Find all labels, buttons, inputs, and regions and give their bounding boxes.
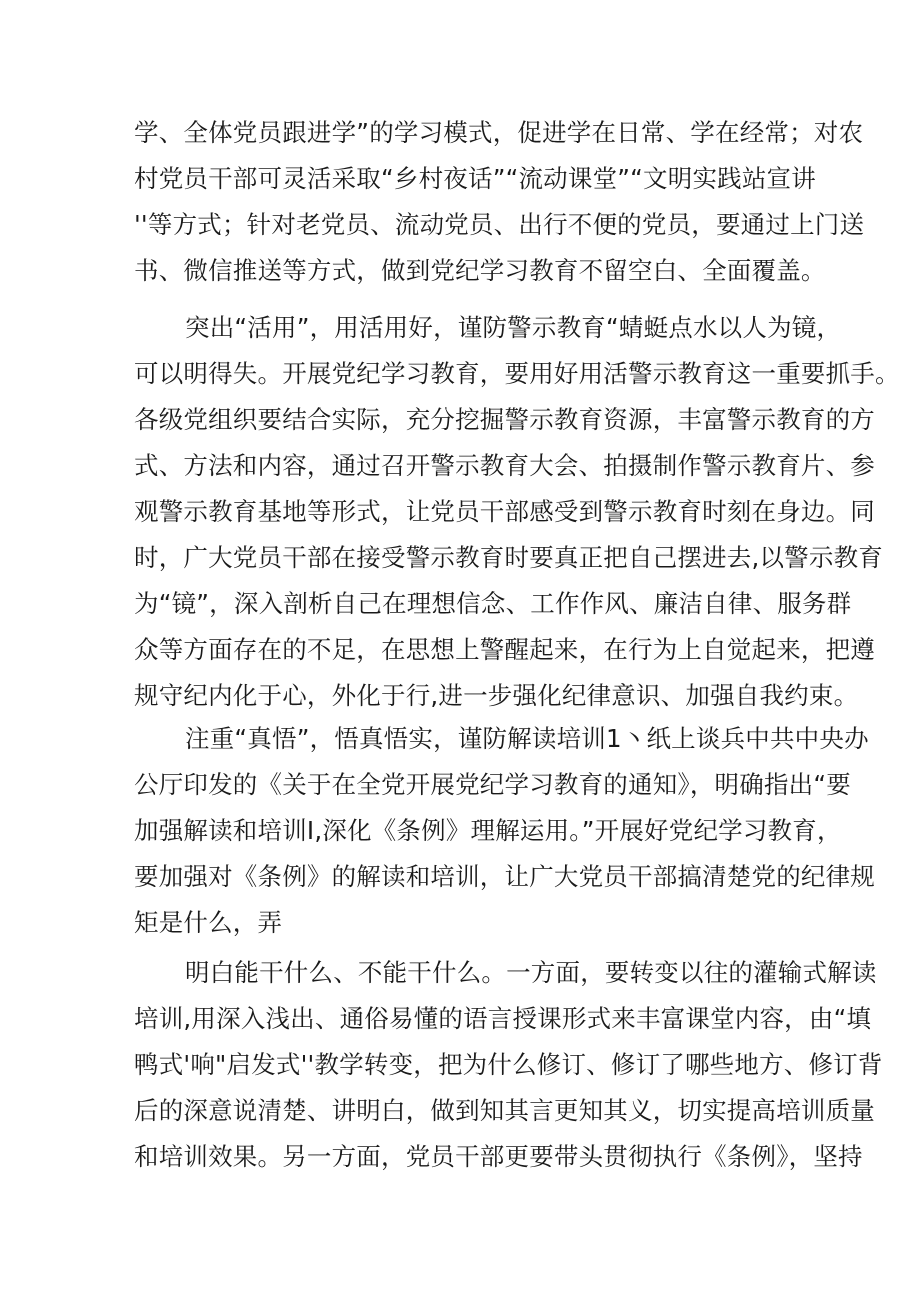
text-line: 众等方面存在的不足，在思想上警醒起来，在行为上自觉起来，把遵 bbox=[134, 635, 875, 664]
text-line: 规守纪内化于心，外化于行,进一步强化纪律意识、加强自我约束。 bbox=[134, 681, 859, 710]
text-line: 学、全体党员跟进学”的学习模式，促进学在日常、学在经常；对农 bbox=[134, 118, 864, 147]
text-line: 为“镜”，深入剖析自己在理想信念、工作作风、廉洁自律、服务群 bbox=[134, 589, 852, 618]
text-line: 明白能干什么、不能干什么。一方面，要转变以往的灌输式解读 bbox=[185, 958, 877, 987]
text-line: 要加强对《条例》的解读和培训，让广大党员干部搞清楚党的纪律规 bbox=[134, 862, 875, 891]
text-line: 和培训效果。另一方面，党员干部更要带头贯彻执行《条例》，坚持 bbox=[134, 1142, 863, 1171]
text-line: 观警示教育基地等形式，让党员干部感受到警示教育时刻在身边。同 bbox=[134, 497, 875, 526]
text-line: ''等方式；针对老党员、流动党员、出行不便的党员，要通过上门送 bbox=[134, 210, 865, 239]
text-line: 时，广大党员干部在接受警示教育时要真正把自己摆进去,以警示教育 bbox=[134, 543, 883, 572]
text-line: 各级党组织要结合实际，充分挖掘警示教育资源，丰富警示教育的方 bbox=[134, 405, 875, 434]
text-line: 加强解读和培训I,深化《条例》理解运用。”开展好党纪学习教育， bbox=[134, 816, 842, 845]
text-line: 突出“活用”，用活用好，谨防警示教育“蜻蜓点水以人为镜， bbox=[185, 313, 842, 342]
text-line: 培训,用深入浅出、通俗易懂的语言授课形式来丰富课堂内容，由“填 bbox=[134, 1004, 872, 1033]
text-line: 鸭式'响"启发式''教学转变，把为什么修订、修订了哪些地方、修订背 bbox=[134, 1050, 883, 1079]
text-line: 村党员干部可灵活采取“乡村夜话”“流动课堂”“文明实践站宣讲 bbox=[134, 164, 816, 193]
text-line: 矩是什么，弄 bbox=[134, 908, 283, 937]
text-line: 注重“真悟”，悟真悟实，谨防解读培训1丶纸上谈兵中共中央办 bbox=[185, 724, 869, 753]
text-line: 书、微信推送等方式，做到党纪学习教育不留空白、全面覆盖。 bbox=[134, 256, 826, 285]
text-line: 后的深意说清楚、讲明白，做到知其言更知其义，切实提高培训质量 bbox=[134, 1096, 875, 1125]
text-line: 可以明得失。开展党纪学习教育，要用好用活警示教育这一重要抓手。 bbox=[134, 359, 900, 388]
text-line: 式、方法和内容，通过召开警示教育大会、拍摄制作警示教育片、参 bbox=[134, 451, 875, 480]
text-line: 公厅印发的《关于在全党开展党纪学习教育的通知》，明确指出“要 bbox=[134, 770, 851, 799]
